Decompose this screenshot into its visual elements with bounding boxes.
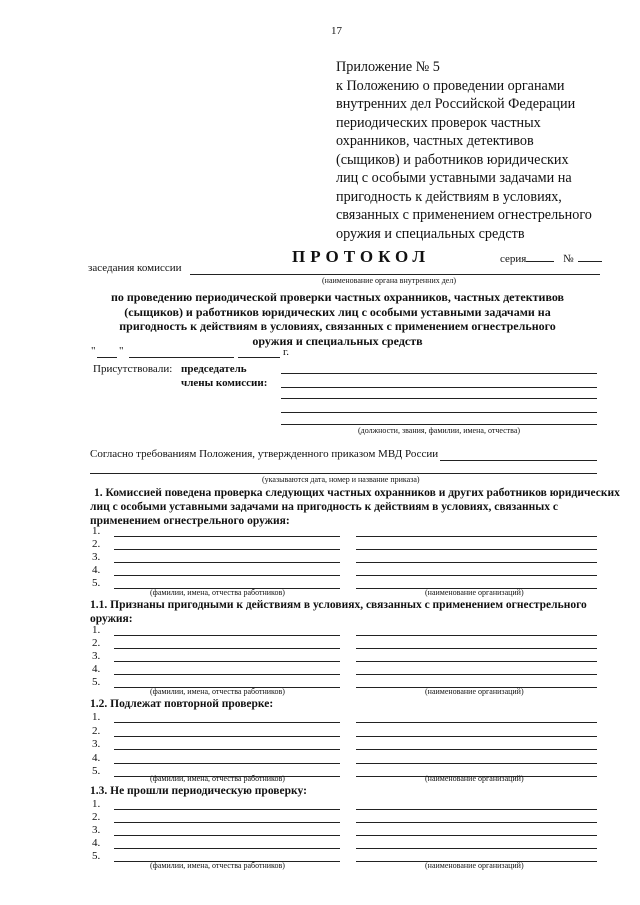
appendix-line: Приложение № 5 <box>336 59 440 75</box>
basis-text: Согласно требованиям Положения, утвержденного приказом МВД России <box>90 448 439 460</box>
date-day-field[interactable] <box>97 357 117 358</box>
member-field[interactable] <box>281 398 597 399</box>
organizations-hint: (наименование организаций) <box>425 861 524 870</box>
row-number: 2. <box>92 637 101 649</box>
number-field[interactable] <box>578 250 602 262</box>
name-field[interactable] <box>114 536 340 537</box>
name-field[interactable] <box>114 661 340 662</box>
organization-field[interactable] <box>356 661 597 662</box>
name-field[interactable] <box>114 562 340 563</box>
names-hint: (фамилии, имена, отчества работников) <box>150 588 285 597</box>
date-year-suffix: г. <box>283 346 290 358</box>
members-label: члены комиссии: <box>181 377 268 389</box>
appendix-line: охранников, частных детективов <box>336 133 534 149</box>
row-number: 2. <box>92 538 101 550</box>
row-number: 5. <box>92 765 101 777</box>
member-field[interactable] <box>281 387 597 388</box>
date-year-field[interactable] <box>238 357 280 358</box>
organizations-hint: (наименование организаций) <box>425 588 524 597</box>
row-number: 3. <box>92 824 101 836</box>
name-field[interactable] <box>114 635 340 636</box>
series-label: серия <box>500 253 527 265</box>
organization-field[interactable] <box>356 562 597 563</box>
section-1-2-heading: 1.2. Подлежат повторной проверке: <box>90 698 274 710</box>
date-month-field[interactable] <box>129 357 234 358</box>
appendix-line: (сыщиков) и работников юридических <box>336 151 569 168</box>
series-field[interactable] <box>526 250 554 262</box>
appendix-line: оружия и специальных средств <box>336 225 525 242</box>
appendix-line: пригодность к действиям в условиях, <box>336 188 562 205</box>
names-hint: (фамилии, имена, отчества работников) <box>150 774 285 783</box>
row-number: 4. <box>92 751 101 764</box>
attendance-hint: (должности, звания, фамилии, имена, отчества) <box>358 426 521 435</box>
session-field[interactable] <box>190 274 600 275</box>
appendix-line: внутренних дел Российской Федерации <box>336 96 576 112</box>
appendix-line: к Положению о проведении органами <box>336 77 565 94</box>
organization-field[interactable] <box>356 536 597 537</box>
name-field[interactable] <box>114 736 340 737</box>
row-number: 5. <box>92 577 101 589</box>
organization-field[interactable] <box>356 648 597 649</box>
organization-field[interactable] <box>356 674 597 675</box>
organization-field[interactable] <box>356 822 597 823</box>
name-field[interactable] <box>114 835 340 836</box>
organization-field[interactable] <box>356 635 597 636</box>
section-heading-line: лиц с особыми уставными задачами на пригодность к действиям в условиях, связанных с <box>90 501 558 513</box>
appendix-line: связанных с применением огнестрельного <box>336 207 592 223</box>
organization-field[interactable] <box>356 848 597 849</box>
row-number: 4. <box>92 663 101 675</box>
name-field[interactable] <box>114 648 340 649</box>
organization-field[interactable] <box>356 763 597 764</box>
organization-field[interactable] <box>356 809 597 810</box>
organization-field[interactable] <box>356 722 597 723</box>
organizations-hint: (наименование организаций) <box>425 687 524 696</box>
section-1-3-heading: 1.3. Не прошли периодическую проверку: <box>90 785 307 797</box>
names-hint: (фамилии, имена, отчества работников) <box>150 861 285 870</box>
name-field[interactable] <box>114 549 340 550</box>
row-number: 4. <box>92 564 101 576</box>
present-label: Присутствовали: <box>93 363 173 375</box>
subject-line: пригодность к действиям в условиях, связанных с применением огнестрельного <box>119 319 556 333</box>
name-field[interactable] <box>114 722 340 723</box>
organization-field[interactable] <box>356 749 597 750</box>
row-number: 5. <box>92 676 101 688</box>
section-heading-line: применением огнестрельного оружия: <box>90 515 290 527</box>
section-heading-line: 1. Комиссией поведена проверка следующих частных охранников и других работников юридических <box>94 487 620 499</box>
session-label: заседания комиссии <box>88 262 182 274</box>
row-number: 1. <box>92 798 101 810</box>
organization-field[interactable] <box>356 835 597 836</box>
name-field[interactable] <box>114 763 340 764</box>
organization-field[interactable] <box>356 575 597 576</box>
section-1-1-heading <box>90 598 597 626</box>
basis-field[interactable] <box>90 473 597 474</box>
organizations-hint: (наименование организаций) <box>425 774 524 783</box>
date-close-quote: " <box>119 345 124 357</box>
organization-field[interactable] <box>356 736 597 737</box>
section-1-heading <box>90 486 620 528</box>
page-number: 17 <box>331 25 342 37</box>
series-number-block <box>500 250 602 265</box>
subject-line: оружия и специальных средств <box>252 333 423 348</box>
names-hint: (фамилии, имена, отчества работников) <box>150 687 285 696</box>
chairman-field[interactable] <box>281 373 597 374</box>
row-number: 2. <box>92 811 101 823</box>
number-label: № <box>563 253 574 265</box>
section-heading-line: 1.1. Признаны пригодными к действиям в условиях, связанных с применением огнестрельного <box>90 599 587 611</box>
section-heading-line: оружия: <box>90 613 133 625</box>
subject-line: (сыщиков) и работников юридических лиц с особыми уставными задачами на <box>124 304 551 319</box>
appendix-line: периодических проверок частных <box>336 114 541 131</box>
basis-field-inline[interactable] <box>440 460 597 461</box>
name-field[interactable] <box>114 809 340 810</box>
document-title: ПРОТОКОЛ <box>292 247 431 266</box>
name-field[interactable] <box>114 749 340 750</box>
subject-line: по проведению периодической проверки частных охранников, частных детективов <box>110 290 565 304</box>
row-number: 3. <box>92 551 101 563</box>
row-number: 3. <box>92 738 101 750</box>
date-open-quote: " <box>91 345 96 357</box>
chairman-label: председатель <box>181 363 247 375</box>
row-number: 1. <box>92 624 101 636</box>
protocol-subject <box>85 290 590 348</box>
member-field[interactable] <box>281 412 597 413</box>
row-number: 3. <box>92 650 101 662</box>
basis-hint: (указываются дата, номер и название приказа) <box>262 475 420 484</box>
row-number: 1. <box>92 711 101 723</box>
row-number: 4. <box>92 837 101 849</box>
name-field[interactable] <box>114 822 340 823</box>
appendix-header <box>336 58 626 243</box>
session-hint: (наименование органа внутренних дел) <box>322 276 456 285</box>
name-field[interactable] <box>114 848 340 849</box>
member-field[interactable] <box>281 424 597 425</box>
name-field[interactable] <box>114 575 340 576</box>
appendix-line: лиц с особыми уставными задачами на <box>336 170 572 186</box>
row-number: 1. <box>92 525 101 537</box>
row-number: 2. <box>92 724 101 737</box>
row-number: 5. <box>92 850 101 862</box>
organization-field[interactable] <box>356 549 597 550</box>
name-field[interactable] <box>114 674 340 675</box>
